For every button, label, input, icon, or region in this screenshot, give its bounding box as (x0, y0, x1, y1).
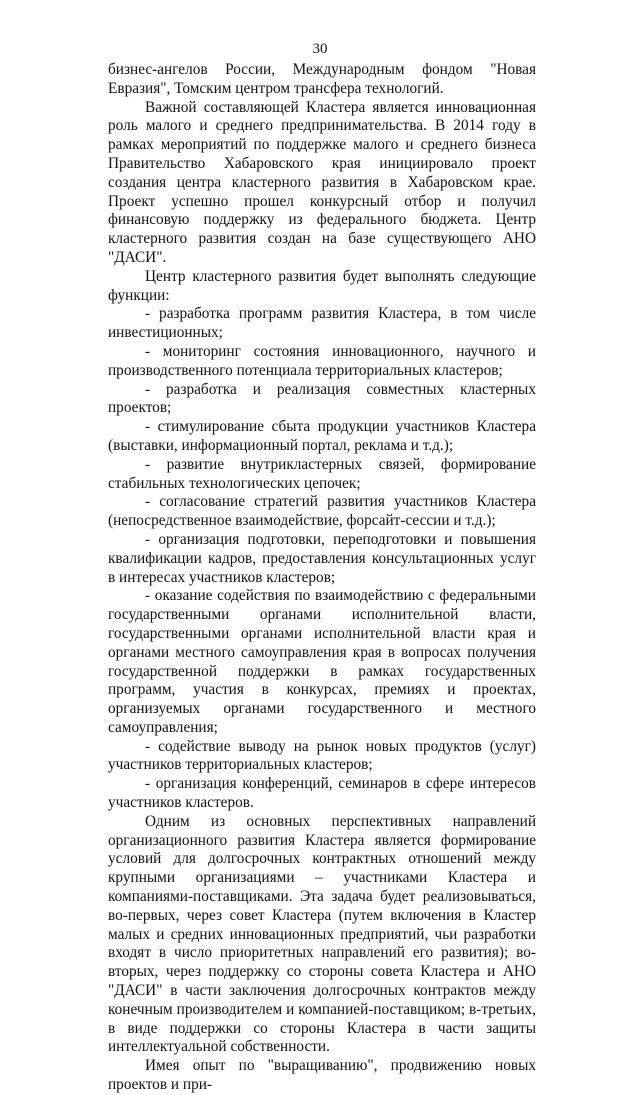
paragraph: Важной составляющей Кластера является инновационная роль малого и среднего предпринимательства. В 2014 году в рамках мероприятий по поддержке малого и среднего бизнеса Правительство Хабаровского края инициировало проект создания центра кластерного развития в Хабаровском крае. Проект успешно прошел конкурсный отбор и получил финансовую поддержку из федерального бюджета. Центр кластерного развития создан на базе существующего АНО "ДАСИ". (108, 98, 536, 266)
paragraph: Одним из основных перспективных направлений организационного развития Кластера является формирование условий для долгосрочных контрактных отношений между крупными организациями – участниками Кластера и компаниями-поставщиками. Эта задача будет реализовываться, во-первых, через совет Кластера (путем включения в Кластер малых и средних инновационных предприятий, чьи разработки входят в число приоритетных направлений его развития); во-вторых, через поддержку со стороны совета Кластера и АНО "ДАСИ" в части заключения долгосрочных контрактов между конечным производителем и компанией-поставщиком; в-третьих, в виде поддержки со стороны Кластера в части защиты интеллектуальной собственности. (108, 812, 536, 1056)
paragraph: - развитие внутрикластерных связей, формирование стабильных технологических цепочек; (108, 455, 536, 492)
page-number: 30 (312, 41, 328, 57)
paragraph: - организация подготовки, переподготовки и повышения квалификации кадров, предоставления консультационных услуг в интересах участников кластеров; (108, 530, 536, 586)
paragraph: Центр кластерного развития будет выполнять следующие функции: (108, 267, 536, 304)
paragraph: - оказание содействия по взаимодействию с федеральными государственными органами исполнительной власти, государственными органами исполнительной власти края и органами местного самоуправления края в вопросах получения государственной поддержки в рамках государственных программ, участия в конкурсах, премиях и проектах, организуемых органами государственного и местного самоуправления; (108, 587, 536, 736)
document-body (108, 61, 536, 1095)
paragraph: - организация конференций, семинаров в сфере интересов участников кластеров. (108, 775, 536, 812)
paragraph: - согласование стратегий развития участников Кластера (непосредственное взаимодействие, форсайт-сессии и т.д.); (108, 493, 536, 530)
paragraph: - мониторинг состояния инновационного, научного и производственного потенциала территориальных кластеров; (108, 342, 536, 379)
paragraph: - содействие выводу на рынок новых продуктов (услуг) участников территориальных кластеров; (108, 737, 536, 774)
paragraph: Имея опыт по "выращиванию", продвижению новых проектов и при- (108, 1057, 536, 1094)
paragraph: - разработка программ развития Кластера, в том числе инвестиционных; (108, 305, 536, 342)
paragraph: - стимулирование сбыта продукции участников Кластера (выставки, информационный портал, реклама и т.д.); (108, 418, 536, 454)
paragraph: - разработка и реализация совместных кластерных проектов; (108, 380, 536, 417)
paragraph: бизнес-ангелов России, Международным фондом "Новая Евразия", Томским центром трансфера технологий. (108, 61, 536, 97)
